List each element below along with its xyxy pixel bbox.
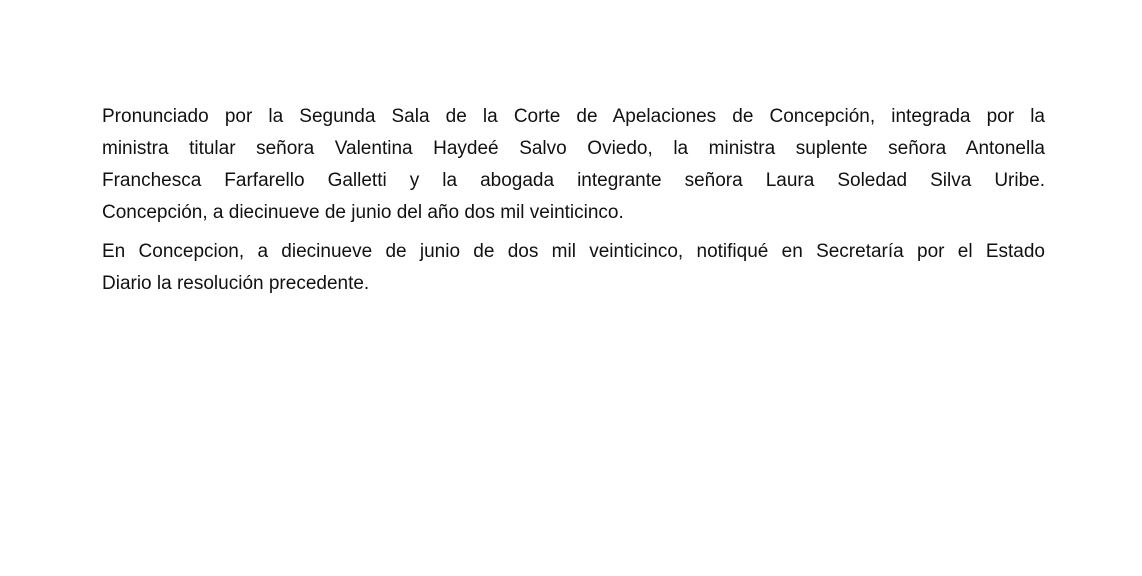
- notification-line-1: En Concepcion, a diecinueve de junio de dos mil veinticinco, notifiqué en Secretaría por el Estado: [102, 241, 1045, 262]
- pronouncement-paragraph: [102, 101, 1045, 229]
- notification-line-2: Diario la resolución precedente.: [102, 273, 370, 294]
- pronouncement-line-4: Concepción, a diecinueve de junio del año dos mil veinticinco.: [102, 202, 624, 223]
- notification-paragraph: [102, 236, 1045, 300]
- paragraph-spacer: [102, 229, 1045, 236]
- document-body: [102, 101, 1045, 300]
- pronouncement-line-2: ministra titular señora Valentina Haydeé Salvo Oviedo, la ministra suplente señora Antonella: [102, 138, 1045, 159]
- pronouncement-line-3: Franchesca Farfarello Galletti y la abogada integrante señora Laura Soledad Silva Uribe.: [102, 170, 1045, 191]
- pronouncement-line-1: Pronunciado por la Segunda Sala de la Corte de Apelaciones de Concepción, integrada por la: [102, 106, 1045, 127]
